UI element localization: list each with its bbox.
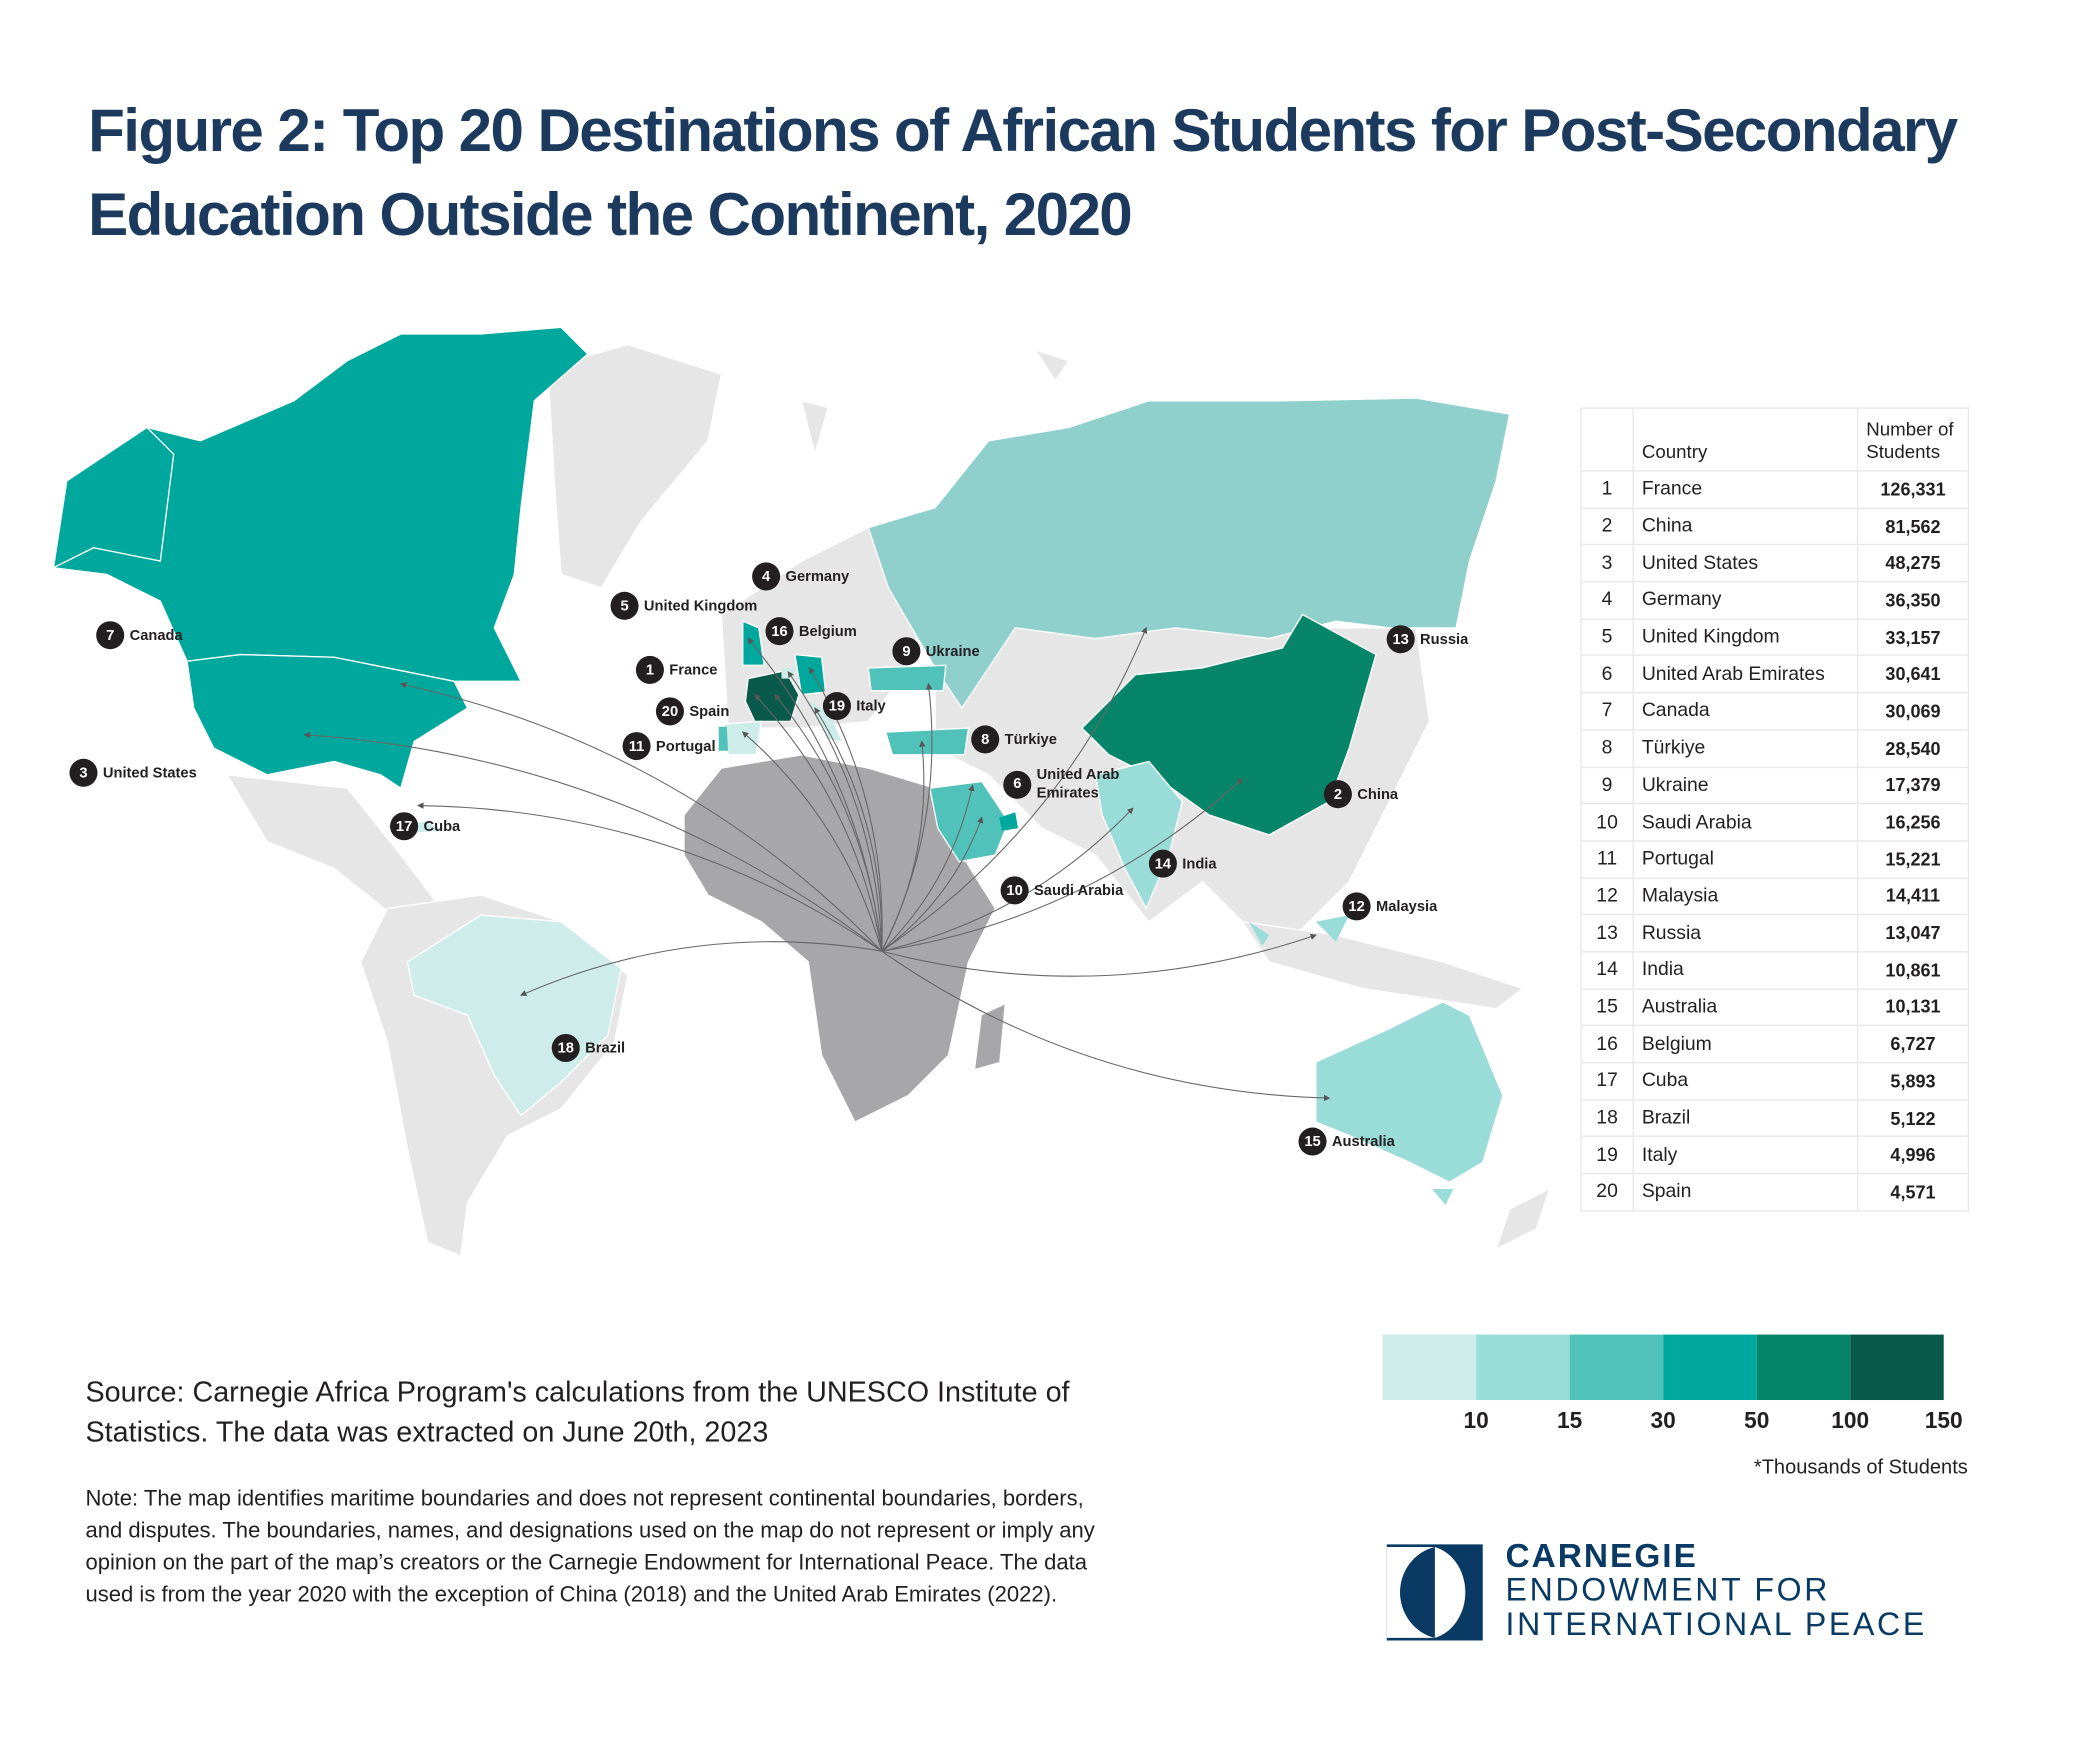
table-row <box>1581 952 1968 989</box>
table-row <box>1581 841 1968 878</box>
cell-country: Russia <box>1633 915 1857 952</box>
cell-country: Belgium <box>1633 1026 1857 1063</box>
cell-country: Portugal <box>1633 841 1857 878</box>
cell-country: Türkiye <box>1633 730 1857 767</box>
header-number-of-students: Number of Students <box>1858 408 1969 471</box>
table-row <box>1581 471 1968 508</box>
cell-country: Germany <box>1633 582 1857 619</box>
legend-tick: 10 <box>1463 1408 1489 1434</box>
rank-badge: 1 <box>636 656 664 684</box>
destinations-table <box>1580 407 1969 1211</box>
alaska <box>53 427 173 567</box>
country-name: Cuba <box>423 818 461 835</box>
cell-country: China <box>1633 508 1857 545</box>
table-header-row <box>1581 408 1968 471</box>
map-label-belgium <box>765 617 856 645</box>
cell-country: Canada <box>1633 693 1857 730</box>
cell-value: 15,221 <box>1858 841 1969 878</box>
rank-badge: 13 <box>1387 625 1415 653</box>
cell-value: 36,350 <box>1858 582 1969 619</box>
madagascar <box>975 1005 1004 1069</box>
legend-swatch <box>1757 1335 1851 1400</box>
cell-rank: 5 <box>1581 619 1633 656</box>
greenland <box>548 345 722 588</box>
cell-rank: 8 <box>1581 730 1633 767</box>
cell-rank: 13 <box>1581 915 1633 952</box>
cell-value: 10,861 <box>1858 952 1969 989</box>
rank-badge: 7 <box>96 621 124 649</box>
map-label-russia <box>1387 625 1469 653</box>
rank-badge: 6 <box>1003 770 1031 798</box>
table-row <box>1581 730 1968 767</box>
cell-rank: 15 <box>1581 989 1633 1026</box>
map-label-malaysia <box>1343 892 1438 920</box>
cell-country: Malaysia <box>1633 878 1857 915</box>
cell-country: Saudi Arabia <box>1633 804 1857 841</box>
rank-badge: 11 <box>623 732 651 760</box>
cell-country: United Kingdom <box>1633 619 1857 656</box>
tasmania <box>1432 1189 1453 1205</box>
map-label-china <box>1324 780 1398 808</box>
table-row <box>1581 619 1968 656</box>
rank-badge: 14 <box>1149 850 1177 878</box>
map-label-united-states <box>69 759 196 787</box>
cell-value: 30,641 <box>1858 656 1969 693</box>
rank-badge: 12 <box>1343 892 1371 920</box>
table-row <box>1581 1100 1968 1137</box>
map-label-portugal <box>623 732 716 760</box>
country-name: Italy <box>856 698 886 715</box>
table-row <box>1581 804 1968 841</box>
cell-country: Italy <box>1633 1137 1857 1174</box>
map-label-ukraine <box>892 637 979 665</box>
new-zealand <box>1496 1189 1549 1249</box>
table-row <box>1581 878 1968 915</box>
country-name: United States <box>102 764 197 781</box>
cell-rank: 16 <box>1581 1026 1633 1063</box>
cell-value: 4,996 <box>1858 1137 1969 1174</box>
table-row <box>1581 1174 1968 1211</box>
country-name: United Arab Emirates <box>1036 766 1120 802</box>
country-name: Spain <box>689 703 730 720</box>
rank-badge: 20 <box>656 697 684 725</box>
table-row <box>1581 1026 1968 1063</box>
table-row <box>1581 1137 1968 1174</box>
table-row <box>1581 545 1968 582</box>
cell-value: 30,069 <box>1858 693 1969 730</box>
country-name: Canada <box>129 627 183 644</box>
cell-rank: 4 <box>1581 582 1633 619</box>
cell-country: India <box>1633 952 1857 989</box>
legend-tick: 100 <box>1831 1408 1870 1434</box>
legend-swatch <box>1383 1335 1477 1400</box>
turkiye <box>886 728 969 755</box>
cell-country: United Arab Emirates <box>1633 656 1857 693</box>
cell-rank: 3 <box>1581 545 1633 582</box>
table-row <box>1581 989 1968 1026</box>
ukraine <box>868 665 945 690</box>
cell-rank: 19 <box>1581 1137 1633 1174</box>
rank-badge: 17 <box>390 812 418 840</box>
table-row <box>1581 1063 1968 1100</box>
carnegie-logo-icon <box>1387 1544 1483 1640</box>
indonesia <box>1242 922 1523 1009</box>
country-name: France <box>669 661 718 678</box>
logo-line-1: CARNEGIE <box>1505 1537 1698 1576</box>
header-country: Country <box>1633 408 1857 471</box>
country-name: China <box>1357 786 1399 803</box>
header-rank <box>1581 408 1633 471</box>
cell-country: United States <box>1633 545 1857 582</box>
table-row <box>1581 656 1968 693</box>
country-name: Germany <box>785 568 850 585</box>
map-label-germany <box>752 562 849 590</box>
cell-rank: 14 <box>1581 952 1633 989</box>
cell-value: 5,122 <box>1858 1100 1969 1137</box>
legend-swatch <box>1663 1335 1757 1400</box>
rank-badge: 4 <box>752 562 780 590</box>
cell-value: 5,893 <box>1858 1063 1969 1100</box>
rank-badge: 2 <box>1324 780 1352 808</box>
belgium <box>782 668 795 679</box>
map-label-t-rkiye <box>971 725 1057 753</box>
cell-value: 33,157 <box>1858 619 1969 656</box>
spain <box>724 721 761 754</box>
map-label-india <box>1149 850 1217 878</box>
legend-swatch <box>1850 1335 1944 1400</box>
figure-title: Figure 2: Top 20 Destinations of African Students for Post-Secondary Education Outside the Continent, 2020 <box>88 96 1957 249</box>
rank-badge: 15 <box>1298 1127 1326 1155</box>
country-name: Brazil <box>585 1039 626 1057</box>
cell-value: 4,571 <box>1858 1174 1969 1211</box>
country-name: Ukraine <box>925 643 980 660</box>
cell-rank: 1 <box>1581 471 1633 508</box>
cell-rank: 6 <box>1581 656 1633 693</box>
country-name: Malaysia <box>1375 898 1438 915</box>
country-name: India <box>1182 855 1217 872</box>
cell-country: Brazil <box>1633 1100 1857 1137</box>
carnegie-logo-text <box>1506 1539 1927 1643</box>
cell-value: 126,331 <box>1858 471 1969 508</box>
logo-line-2: ENDOWMENT FOR <box>1505 1572 1831 1609</box>
country-name: Saudi Arabia <box>1033 882 1124 899</box>
rank-badge: 5 <box>611 592 639 620</box>
rank-badge: 19 <box>823 692 851 720</box>
cell-country: Cuba <box>1633 1063 1857 1100</box>
cell-value: 6,727 <box>1858 1026 1969 1063</box>
cell-country: France <box>1633 471 1857 508</box>
cell-value: 17,379 <box>1858 767 1969 804</box>
source-text: Source: Carnegie Africa Program's calculations from the UNESCO Institute of Statistics. The data was extracted on June 20th, 2023 <box>85 1375 1070 1449</box>
rank-badge: 8 <box>971 725 999 753</box>
legend-tick: 150 <box>1924 1408 1963 1434</box>
logo-line-3: INTERNATIONAL PEACE <box>1505 1607 1927 1644</box>
color-legend <box>1383 1335 1944 1400</box>
cell-rank: 7 <box>1581 693 1633 730</box>
cell-value: 14,411 <box>1858 878 1969 915</box>
portugal <box>719 727 728 751</box>
map-label-france <box>636 656 718 684</box>
cell-country: Spain <box>1633 1174 1857 1211</box>
cell-value: 81,562 <box>1858 508 1969 545</box>
country-name: Türkiye <box>1004 731 1057 748</box>
table-row <box>1581 582 1968 619</box>
legend-tick: 30 <box>1650 1408 1676 1434</box>
map-label-australia <box>1298 1127 1394 1155</box>
cell-rank: 10 <box>1581 804 1633 841</box>
table-row <box>1581 693 1968 730</box>
map-label-united-kingdom <box>611 592 758 620</box>
rank-badge: 3 <box>69 759 97 787</box>
legend-tick: 50 <box>1744 1408 1770 1434</box>
note-text: Note: The map identifies maritime boundaries and does not represent continental boundaries, borders, and disputes. The boundaries, names, and designations used on the map do not represent or imply any opinion on the part of the map’s creators or the Carnegie Endowment for International Peace. The data used is from the year 2020 with the exception of China (2018) and the United Arab Emirates (2022). <box>85 1486 1095 1608</box>
country-name: United Kingdom <box>643 597 758 614</box>
map-label-canada <box>96 621 182 649</box>
cell-value: 16,256 <box>1858 804 1969 841</box>
cell-rank: 2 <box>1581 508 1633 545</box>
country-name: Australia <box>1331 1133 1395 1150</box>
table-row <box>1581 915 1968 952</box>
map-label-italy <box>823 692 886 720</box>
cell-country: Australia <box>1633 989 1857 1026</box>
cell-value: 48,275 <box>1858 545 1969 582</box>
mexico-central-america <box>227 775 441 922</box>
cell-value: 10,131 <box>1858 989 1969 1026</box>
cell-rank: 17 <box>1581 1063 1633 1100</box>
cell-value: 13,047 <box>1858 915 1969 952</box>
country-name: Russia <box>1420 631 1469 648</box>
country-name: Belgium <box>798 623 857 640</box>
cell-value: 28,540 <box>1858 730 1969 767</box>
rank-badge: 9 <box>892 637 920 665</box>
map-label-brazil <box>552 1034 625 1062</box>
cell-rank: 18 <box>1581 1100 1633 1137</box>
legend-unit: *Thousands of Students <box>1753 1456 1968 1479</box>
table-row <box>1581 767 1968 804</box>
map-label-united-arab-emirates <box>1003 765 1143 802</box>
country-name: Portugal <box>655 738 716 755</box>
cell-country: Ukraine <box>1633 767 1857 804</box>
map-label-saudi-arabia <box>1001 876 1124 904</box>
legend-swatch <box>1476 1335 1570 1400</box>
legend-swatch <box>1570 1335 1664 1400</box>
cell-rank: 20 <box>1581 1174 1633 1211</box>
table-row <box>1581 508 1968 545</box>
cell-rank: 12 <box>1581 878 1633 915</box>
map-label-cuba <box>390 812 460 840</box>
rank-badge: 18 <box>552 1034 580 1062</box>
rank-badge: 16 <box>765 617 793 645</box>
cell-rank: 9 <box>1581 767 1633 804</box>
map-label-spain <box>656 697 729 725</box>
rank-badge: 10 <box>1001 876 1029 904</box>
legend-tick: 15 <box>1557 1408 1583 1434</box>
cell-rank: 11 <box>1581 841 1633 878</box>
